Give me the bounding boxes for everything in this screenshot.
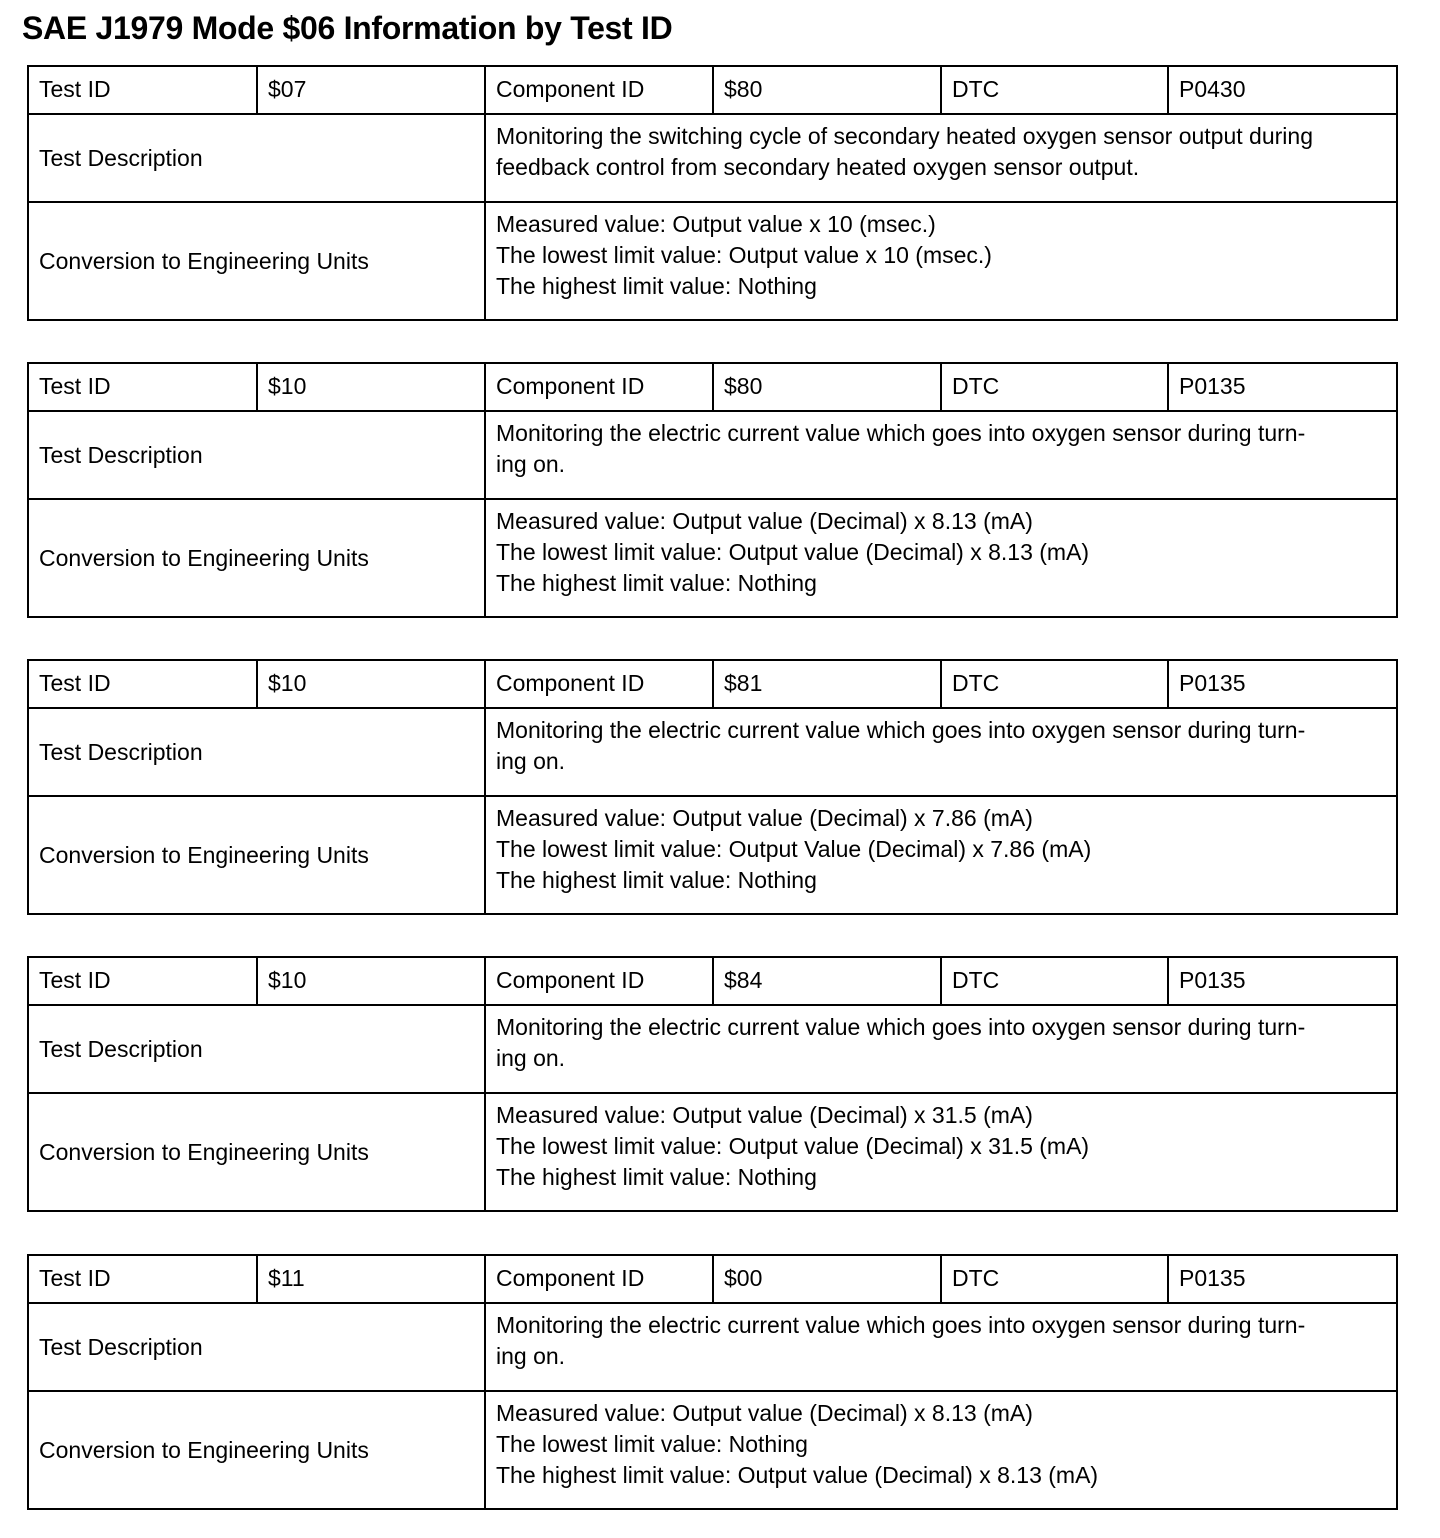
conversion-row <box>28 1391 1397 1509</box>
component-id-label: Component ID <box>485 363 713 411</box>
component-id-label: Component ID <box>485 1255 713 1303</box>
test-description-value <box>485 411 1397 499</box>
test-id-label: Test ID <box>28 363 257 411</box>
description-row <box>28 1005 1397 1093</box>
description-line: ing on. <box>496 748 566 774</box>
page-title: SAE J1979 Mode $06 Information by Test ID <box>22 10 673 46</box>
dtc-value: P0135 <box>1168 660 1397 708</box>
dtc-value: P0135 <box>1168 1255 1397 1303</box>
conversion-label: Conversion to Engineering Units <box>28 1093 485 1211</box>
conversion-value <box>485 1093 1397 1211</box>
description-line: ing on. <box>496 1343 566 1369</box>
test-id-label: Test ID <box>28 1255 257 1303</box>
description-row <box>28 708 1397 796</box>
measured-value-line: Measured value: Output value (Decimal) x 8.13 (mA) <box>496 508 1033 534</box>
highest-limit-line: The highest limit value: Output value (Decimal) x 8.13 (mA) <box>496 1462 1099 1488</box>
highest-limit-line: The highest limit value: Nothing <box>496 273 817 299</box>
conversion-row <box>28 796 1397 914</box>
header-row <box>28 660 1397 708</box>
conversion-label: Conversion to Engineering Units <box>28 202 485 320</box>
test-description-label: Test Description <box>28 708 485 796</box>
component-id-value: $80 <box>713 66 941 114</box>
description-line: feedback control from secondary heated oxygen sensor output. <box>496 154 1140 180</box>
description-line: Monitoring the electric current value which goes into oxygen sensor during turn- <box>496 717 1306 743</box>
conversion-label: Conversion to Engineering Units <box>28 796 485 914</box>
test-description-label: Test Description <box>28 1303 485 1391</box>
test-table <box>27 956 1398 1212</box>
header-row <box>28 363 1397 411</box>
lowest-limit-line: The lowest limit value: Output value (Decimal) x 31.5 (mA) <box>496 1133 1090 1159</box>
description-row <box>28 411 1397 499</box>
description-line: Monitoring the electric current value which goes into oxygen sensor during turn- <box>496 1014 1306 1040</box>
test-description-label: Test Description <box>28 1005 485 1093</box>
conversion-value <box>485 202 1397 320</box>
component-id-value: $84 <box>713 957 941 1005</box>
test-id-label: Test ID <box>28 957 257 1005</box>
test-description-value <box>485 1005 1397 1093</box>
measured-value-line: Measured value: Output value (Decimal) x 8.13 (mA) <box>496 1400 1033 1426</box>
test-description-value <box>485 708 1397 796</box>
measured-value-line: Measured value: Output value (Decimal) x 31.5 (mA) <box>496 1102 1033 1128</box>
lowest-limit-line: The lowest limit value: Output value (Decimal) x 8.13 (mA) <box>496 539 1090 565</box>
description-line: Monitoring the electric current value which goes into oxygen sensor during turn- <box>496 1312 1306 1338</box>
test-description-value <box>485 114 1397 202</box>
conversion-value <box>485 1391 1397 1509</box>
measured-value-line: Measured value: Output value (Decimal) x 7.86 (mA) <box>496 805 1033 831</box>
description-line: ing on. <box>496 451 566 477</box>
description-line: Monitoring the electric current value which goes into oxygen sensor during turn- <box>496 420 1306 446</box>
conversion-row <box>28 499 1397 617</box>
component-id-label: Component ID <box>485 957 713 1005</box>
test-id-value: $10 <box>257 660 485 708</box>
test-id-value: $10 <box>257 957 485 1005</box>
dtc-value: P0430 <box>1168 66 1397 114</box>
description-row <box>28 1303 1397 1391</box>
test-description-label: Test Description <box>28 411 485 499</box>
conversion-label: Conversion to Engineering Units <box>28 1391 485 1509</box>
conversion-value <box>485 499 1397 617</box>
dtc-value: P0135 <box>1168 957 1397 1005</box>
header-row <box>28 66 1397 114</box>
lowest-limit-line: The lowest limit value: Output Value (Decimal) x 7.86 (mA) <box>496 836 1092 862</box>
component-id-value: $80 <box>713 363 941 411</box>
test-id-value: $11 <box>257 1255 485 1303</box>
measured-value-line: Measured value: Output value x 10 (msec.) <box>496 211 936 237</box>
description-row <box>28 114 1397 202</box>
test-description-value <box>485 1303 1397 1391</box>
test-table <box>27 1254 1398 1510</box>
test-id-value: $10 <box>257 363 485 411</box>
highest-limit-line: The highest limit value: Nothing <box>496 570 817 596</box>
lowest-limit-line: The lowest limit value: Nothing <box>496 1431 808 1457</box>
dtc-value: P0135 <box>1168 363 1397 411</box>
conversion-row <box>28 202 1397 320</box>
test-id-label: Test ID <box>28 66 257 114</box>
conversion-row <box>28 1093 1397 1211</box>
highest-limit-line: The highest limit value: Nothing <box>496 1164 817 1190</box>
component-id-label: Component ID <box>485 660 713 708</box>
dtc-label: DTC <box>941 66 1168 114</box>
lowest-limit-line: The lowest limit value: Output value x 10 (msec.) <box>496 242 992 268</box>
test-table <box>27 362 1398 618</box>
dtc-label: DTC <box>941 363 1168 411</box>
test-description-label: Test Description <box>28 114 485 202</box>
dtc-label: DTC <box>941 1255 1168 1303</box>
test-table <box>27 659 1398 915</box>
description-line: ing on. <box>496 1045 566 1071</box>
dtc-label: DTC <box>941 957 1168 1005</box>
description-line: Monitoring the switching cycle of secondary heated oxygen sensor output during <box>496 123 1313 149</box>
dtc-label: DTC <box>941 660 1168 708</box>
header-row <box>28 1255 1397 1303</box>
test-id-label: Test ID <box>28 660 257 708</box>
component-id-value: $00 <box>713 1255 941 1303</box>
test-table <box>27 65 1398 321</box>
conversion-label: Conversion to Engineering Units <box>28 499 485 617</box>
component-id-label: Component ID <box>485 66 713 114</box>
highest-limit-line: The highest limit value: Nothing <box>496 867 817 893</box>
conversion-value <box>485 796 1397 914</box>
component-id-value: $81 <box>713 660 941 708</box>
test-id-value: $07 <box>257 66 485 114</box>
header-row <box>28 957 1397 1005</box>
